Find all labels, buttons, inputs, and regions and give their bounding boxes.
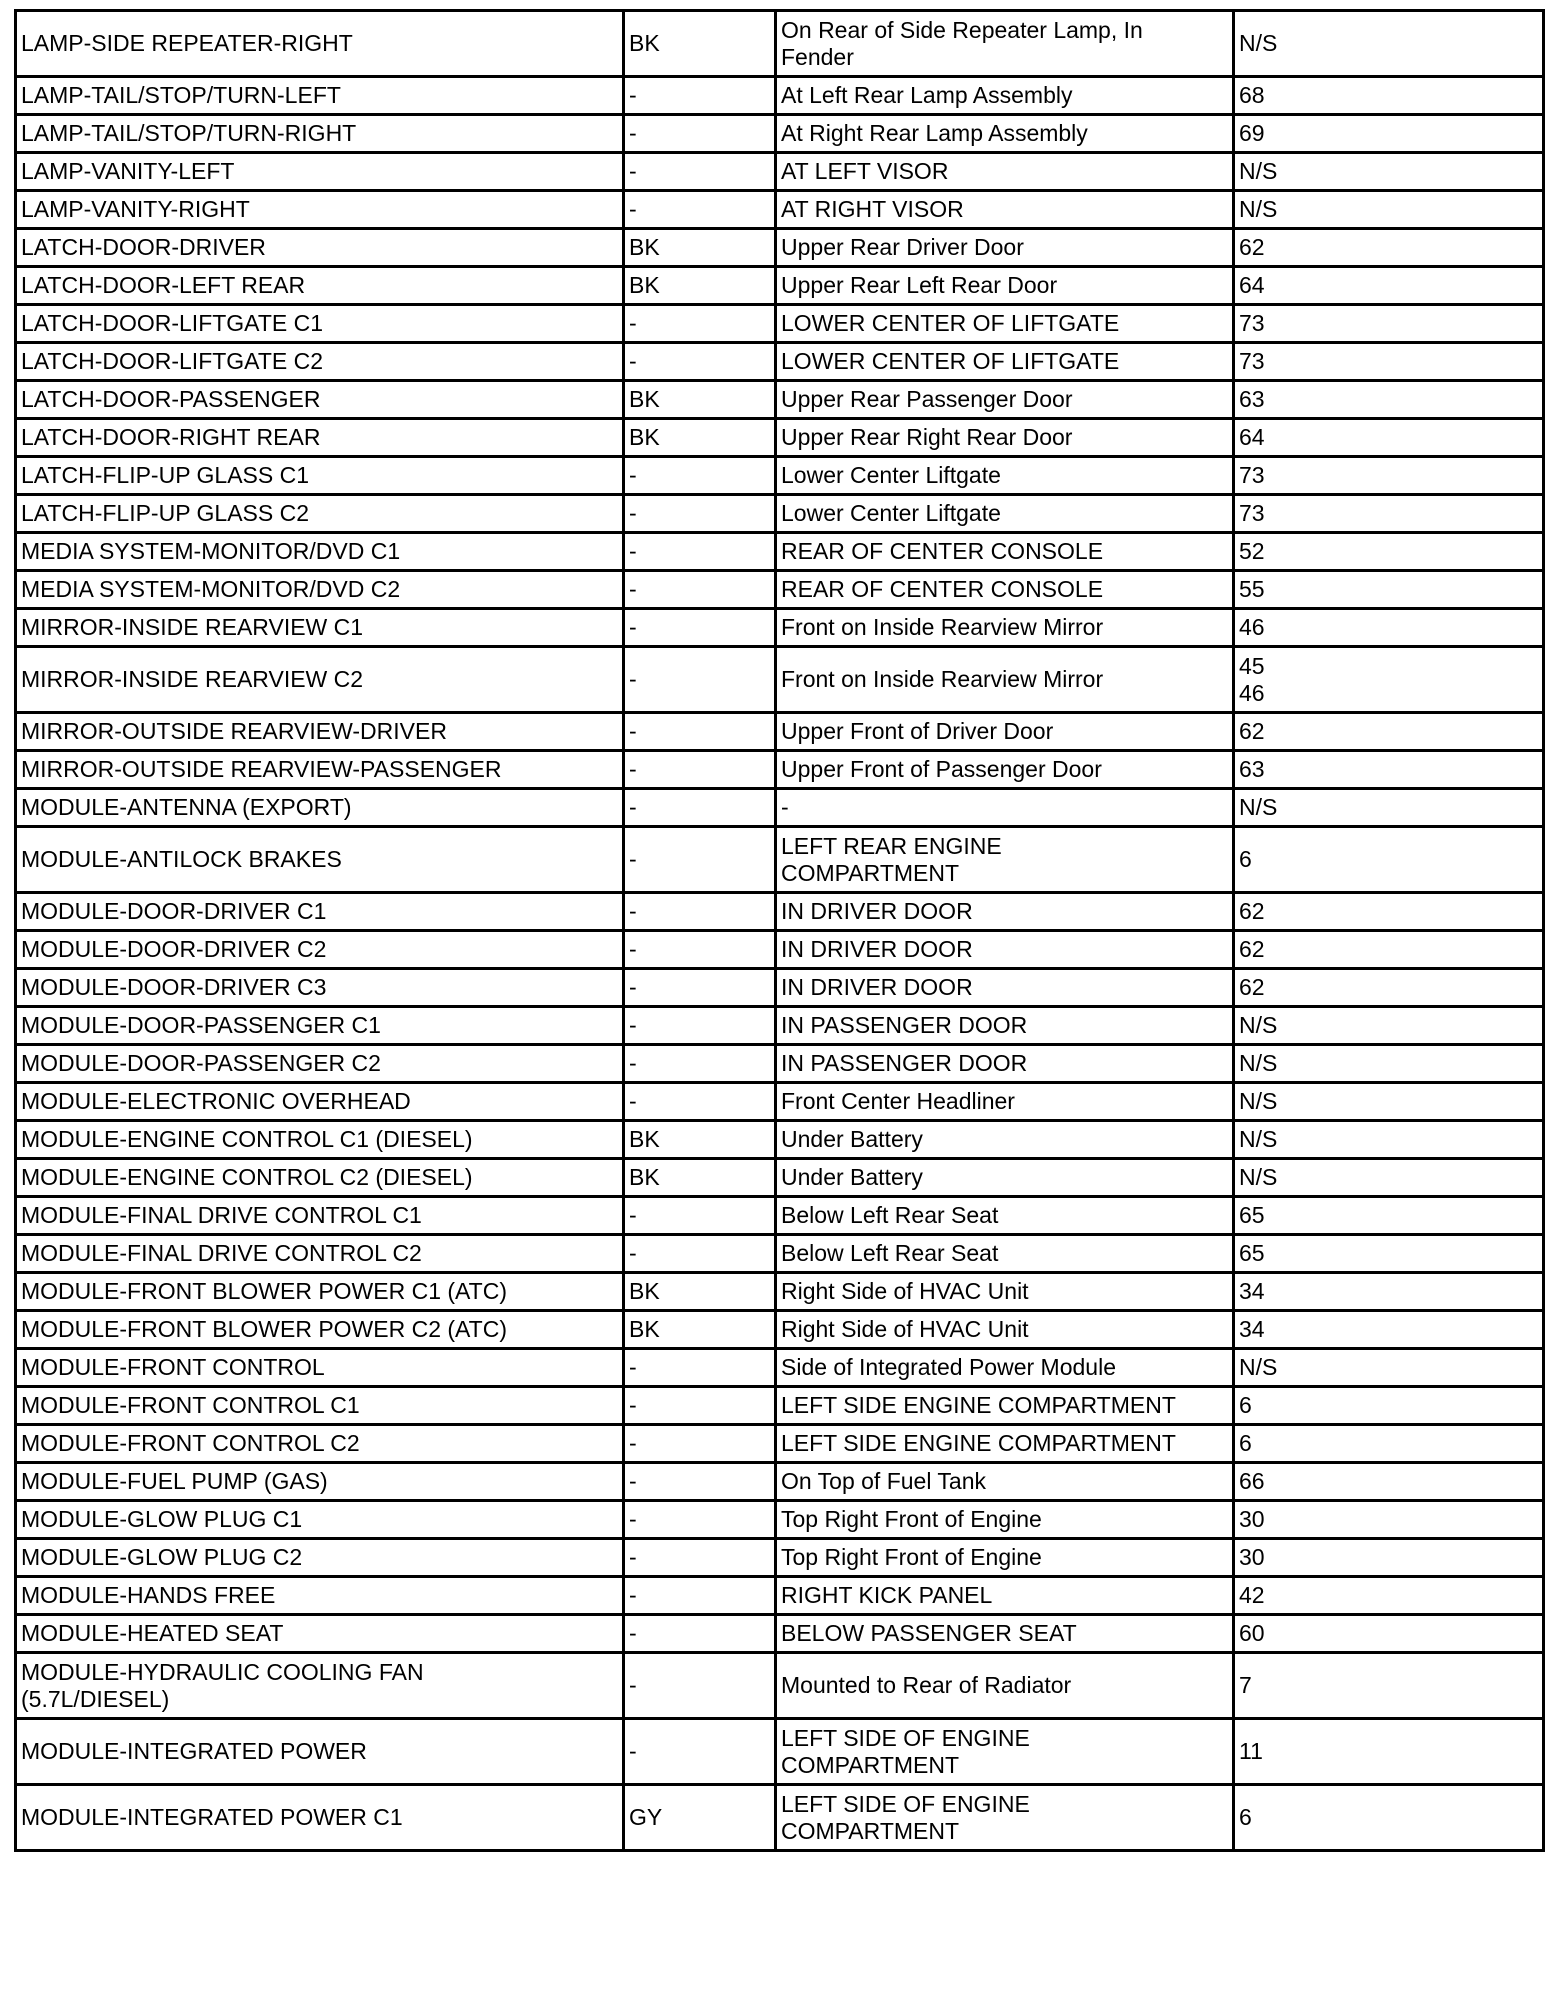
connector-color-cell: - [624,1719,776,1785]
connector-name-cell: LATCH-FLIP-UP GLASS C2 [16,495,624,533]
table-row [16,1501,1544,1539]
table-row [16,305,1544,343]
connector-location-cell: Upper Rear Left Rear Door [776,267,1234,305]
connector-color-cell: - [624,893,776,931]
connector-color-cell: - [624,751,776,789]
connector-color-cell: - [624,609,776,647]
figure-number-cell: 64 [1234,267,1544,305]
figure-number-cell: 6 [1234,1387,1544,1425]
connector-name-cell: MODULE-DOOR-PASSENGER C2 [16,1045,624,1083]
table-row [16,1577,1544,1615]
connector-location-cell: LEFT SIDE ENGINE COMPARTMENT [776,1387,1234,1425]
table-row [16,381,1544,419]
table-row [16,789,1544,827]
connector-name-cell: LATCH-FLIP-UP GLASS C1 [16,457,624,495]
table-row [16,343,1544,381]
connector-color-cell: - [624,1539,776,1577]
figure-number-cell: N/S [1234,1159,1544,1197]
table-row [16,713,1544,751]
connector-location-cell: On Rear of Side Repeater Lamp, In Fender [776,11,1234,77]
connector-location-cell: IN DRIVER DOOR [776,893,1234,931]
connector-color-cell: - [624,571,776,609]
connector-name-cell: MODULE-FINAL DRIVE CONTROL C1 [16,1197,624,1235]
table-body [16,11,1544,1851]
connector-location-cell: Side of Integrated Power Module [776,1349,1234,1387]
connector-name-cell: MODULE-ANTILOCK BRAKES [16,827,624,893]
connector-location-cell: IN DRIVER DOOR [776,969,1234,1007]
connector-color-cell: - [624,115,776,153]
connector-location-cell: AT LEFT VISOR [776,153,1234,191]
table-row [16,1463,1544,1501]
connector-name-cell: MODULE-DOOR-DRIVER C2 [16,931,624,969]
connector-name-cell: MODULE-HANDS FREE [16,1577,624,1615]
table-row [16,609,1544,647]
table-row [16,1653,1544,1719]
table-row [16,1121,1544,1159]
figure-number-cell: N/S [1234,1083,1544,1121]
connector-color-cell: - [624,1083,776,1121]
connector-location-cell: Below Left Rear Seat [776,1197,1234,1235]
table-row [16,229,1544,267]
connector-location-cell: Mounted to Rear of Radiator [776,1653,1234,1719]
table-row [16,11,1544,77]
table-row [16,1425,1544,1463]
connector-color-cell: - [624,1197,776,1235]
table-row [16,969,1544,1007]
connector-location-cell: Front Center Headliner [776,1083,1234,1121]
connector-color-cell: - [624,1653,776,1719]
connector-name-cell: LAMP-TAIL/STOP/TURN-LEFT [16,77,624,115]
figure-number-cell: 45 46 [1234,647,1544,713]
figure-number-cell: N/S [1234,191,1544,229]
connector-name-cell: MODULE-FUEL PUMP (GAS) [16,1463,624,1501]
figure-number-cell: N/S [1234,153,1544,191]
connector-color-cell: - [624,647,776,713]
figure-number-cell: 52 [1234,533,1544,571]
figure-number-cell: 73 [1234,495,1544,533]
connector-location-cell: Right Side of HVAC Unit [776,1311,1234,1349]
connector-color-cell: - [624,1425,776,1463]
figure-number-cell: N/S [1234,1045,1544,1083]
connector-location-cell: LEFT SIDE OF ENGINE COMPARTMENT [776,1785,1234,1851]
table-row [16,1387,1544,1425]
connector-name-cell: MODULE-HEATED SEAT [16,1615,624,1653]
table-row [16,1197,1544,1235]
connector-color-cell: - [624,305,776,343]
figure-number-cell: 65 [1234,1197,1544,1235]
table-row [16,931,1544,969]
table-row [16,647,1544,713]
table-row [16,827,1544,893]
connector-name-cell: MIRROR-INSIDE REARVIEW C1 [16,609,624,647]
figure-number-cell: N/S [1234,1007,1544,1045]
connector-color-cell: - [624,343,776,381]
connector-name-cell: MEDIA SYSTEM-MONITOR/DVD C1 [16,533,624,571]
connector-color-cell: - [624,153,776,191]
connector-location-cell: Upper Front of Passenger Door [776,751,1234,789]
connector-location-cell: At Left Rear Lamp Assembly [776,77,1234,115]
connector-name-cell: LATCH-DOOR-LIFTGATE C2 [16,343,624,381]
connector-location-cell: Upper Front of Driver Door [776,713,1234,751]
table-row [16,1785,1544,1851]
table-row [16,751,1544,789]
figure-number-cell: N/S [1234,1349,1544,1387]
table-row [16,191,1544,229]
figure-number-cell: 73 [1234,457,1544,495]
connector-color-cell: - [624,827,776,893]
connector-color-cell: - [624,1045,776,1083]
figure-number-cell: N/S [1234,11,1544,77]
figure-number-cell: 62 [1234,713,1544,751]
connector-name-cell: MODULE-HYDRAULIC COOLING FAN (5.7L/DIESEL) [16,1653,624,1719]
figure-number-cell: 63 [1234,751,1544,789]
figure-number-cell: 68 [1234,77,1544,115]
connector-location-cell: Upper Rear Passenger Door [776,381,1234,419]
connector-name-cell: MODULE-ANTENNA (EXPORT) [16,789,624,827]
connector-color-cell: - [624,1577,776,1615]
connector-color-cell: BK [624,1311,776,1349]
figure-number-cell: 63 [1234,381,1544,419]
connector-color-cell: BK [624,1121,776,1159]
connector-color-cell: - [624,969,776,1007]
table-row [16,1235,1544,1273]
connector-name-cell: LAMP-SIDE REPEATER-RIGHT [16,11,624,77]
figure-number-cell: 6 [1234,1785,1544,1851]
connector-location-cell: Top Right Front of Engine [776,1501,1234,1539]
connector-location-cell: LEFT REAR ENGINE COMPARTMENT [776,827,1234,893]
connector-name-cell: MODULE-FRONT CONTROL C1 [16,1387,624,1425]
table-row [16,1719,1544,1785]
figure-number-cell: 62 [1234,229,1544,267]
connector-name-cell: MODULE-DOOR-PASSENGER C1 [16,1007,624,1045]
connector-location-cell: Top Right Front of Engine [776,1539,1234,1577]
figure-number-cell: 60 [1234,1615,1544,1653]
figure-number-cell: 6 [1234,1425,1544,1463]
connector-name-cell: LATCH-DOOR-RIGHT REAR [16,419,624,457]
table-row [16,1083,1544,1121]
table-row [16,893,1544,931]
connector-name-cell: MODULE-FRONT BLOWER POWER C2 (ATC) [16,1311,624,1349]
figure-number-cell: 73 [1234,343,1544,381]
connector-name-cell: LATCH-DOOR-PASSENGER [16,381,624,419]
connector-color-cell: - [624,1007,776,1045]
table-row [16,419,1544,457]
table-row [16,495,1544,533]
figure-number-cell: 7 [1234,1653,1544,1719]
figure-number-cell: 34 [1234,1311,1544,1349]
figure-number-cell: 62 [1234,969,1544,1007]
figure-number-cell: 73 [1234,305,1544,343]
connector-color-cell: BK [624,267,776,305]
connector-color-cell: - [624,931,776,969]
connector-color-cell: - [624,1615,776,1653]
connector-name-cell: MODULE-FRONT CONTROL [16,1349,624,1387]
figure-number-cell: 34 [1234,1273,1544,1311]
connector-location-cell: Front on Inside Rearview Mirror [776,609,1234,647]
table-row [16,267,1544,305]
figure-number-cell: 11 [1234,1719,1544,1785]
table-row [16,1045,1544,1083]
connector-name-cell: LAMP-VANITY-LEFT [16,153,624,191]
figure-number-cell: 64 [1234,419,1544,457]
connector-color-cell: BK [624,1159,776,1197]
connector-color-cell: - [624,1463,776,1501]
figure-number-cell: N/S [1234,789,1544,827]
connector-location-cell: Front on Inside Rearview Mirror [776,647,1234,713]
connector-location-cell: Upper Rear Driver Door [776,229,1234,267]
connector-color-cell: BK [624,419,776,457]
connector-color-cell: - [624,1387,776,1425]
connector-location-cell: Below Left Rear Seat [776,1235,1234,1273]
document-page [14,9,1542,1852]
connector-name-cell: LATCH-DOOR-DRIVER [16,229,624,267]
figure-number-cell: 66 [1234,1463,1544,1501]
table-row [16,571,1544,609]
figure-number-cell: 55 [1234,571,1544,609]
connector-location-cell: REAR OF CENTER CONSOLE [776,533,1234,571]
connector-location-cell: On Top of Fuel Tank [776,1463,1234,1501]
connector-location-cell: Under Battery [776,1121,1234,1159]
table-row [16,1615,1544,1653]
connector-color-cell: - [624,789,776,827]
connector-name-cell: MODULE-FRONT CONTROL C2 [16,1425,624,1463]
figure-number-cell: 62 [1234,931,1544,969]
connector-location-cell: LEFT SIDE ENGINE COMPARTMENT [776,1425,1234,1463]
connector-location-cell: Right Side of HVAC Unit [776,1273,1234,1311]
connector-name-cell: MODULE-GLOW PLUG C2 [16,1539,624,1577]
connector-name-cell: MODULE-DOOR-DRIVER C1 [16,893,624,931]
connector-location-cell: Upper Rear Right Rear Door [776,419,1234,457]
connector-name-cell: LAMP-VANITY-RIGHT [16,191,624,229]
connector-location-cell: - [776,789,1234,827]
connector-location-cell: LOWER CENTER OF LIFTGATE [776,343,1234,381]
connector-name-cell: MODULE-DOOR-DRIVER C3 [16,969,624,1007]
connector-name-cell: MODULE-INTEGRATED POWER [16,1719,624,1785]
connector-name-cell: MODULE-ENGINE CONTROL C1 (DIESEL) [16,1121,624,1159]
connector-name-cell: MODULE-FINAL DRIVE CONTROL C2 [16,1235,624,1273]
connector-color-cell: GY [624,1785,776,1851]
figure-number-cell: 42 [1234,1577,1544,1615]
connector-color-cell: - [624,457,776,495]
connector-name-cell: MODULE-ELECTRONIC OVERHEAD [16,1083,624,1121]
figure-number-cell: 65 [1234,1235,1544,1273]
connector-color-cell: - [624,1501,776,1539]
connector-name-cell: LATCH-DOOR-LIFTGATE C1 [16,305,624,343]
connector-color-cell: - [624,1349,776,1387]
connector-name-cell: MODULE-FRONT BLOWER POWER C1 (ATC) [16,1273,624,1311]
connector-color-cell: BK [624,229,776,267]
connector-location-cell: LOWER CENTER OF LIFTGATE [776,305,1234,343]
table-row [16,1349,1544,1387]
figure-number-cell: 30 [1234,1539,1544,1577]
connector-location-cell: At Right Rear Lamp Assembly [776,115,1234,153]
connector-name-cell: MODULE-ENGINE CONTROL C2 (DIESEL) [16,1159,624,1197]
connector-location-cell: Lower Center Liftgate [776,495,1234,533]
table-row [16,1311,1544,1349]
figure-number-cell: 6 [1234,827,1544,893]
connector-name-cell: MODULE-INTEGRATED POWER C1 [16,1785,624,1851]
connector-location-cell: IN PASSENGER DOOR [776,1045,1234,1083]
connector-color-cell: - [624,191,776,229]
table-row [16,1539,1544,1577]
connector-name-cell: MIRROR-OUTSIDE REARVIEW-DRIVER [16,713,624,751]
figure-number-cell: 46 [1234,609,1544,647]
connector-location-cell: AT RIGHT VISOR [776,191,1234,229]
connector-color-cell: - [624,1235,776,1273]
connector-location-table [14,9,1545,1852]
connector-location-cell: BELOW PASSENGER SEAT [776,1615,1234,1653]
table-row [16,77,1544,115]
table-row [16,1159,1544,1197]
connector-name-cell: MEDIA SYSTEM-MONITOR/DVD C2 [16,571,624,609]
table-row [16,115,1544,153]
connector-name-cell: MODULE-GLOW PLUG C1 [16,1501,624,1539]
table-row [16,1273,1544,1311]
connector-color-cell: - [624,533,776,571]
connector-name-cell: LAMP-TAIL/STOP/TURN-RIGHT [16,115,624,153]
table-row [16,1007,1544,1045]
connector-color-cell: BK [624,381,776,419]
connector-location-cell: Under Battery [776,1159,1234,1197]
connector-location-cell: Lower Center Liftgate [776,457,1234,495]
connector-location-cell: LEFT SIDE OF ENGINE COMPARTMENT [776,1719,1234,1785]
connector-name-cell: MIRROR-INSIDE REARVIEW C2 [16,647,624,713]
figure-number-cell: 69 [1234,115,1544,153]
figure-number-cell: N/S [1234,1121,1544,1159]
connector-color-cell: BK [624,11,776,77]
connector-location-cell: RIGHT KICK PANEL [776,1577,1234,1615]
table-row [16,457,1544,495]
connector-color-cell: - [624,77,776,115]
connector-name-cell: LATCH-DOOR-LEFT REAR [16,267,624,305]
figure-number-cell: 62 [1234,893,1544,931]
connector-location-cell: IN DRIVER DOOR [776,931,1234,969]
connector-location-cell: IN PASSENGER DOOR [776,1007,1234,1045]
table-row [16,533,1544,571]
connector-color-cell: BK [624,1273,776,1311]
figure-number-cell: 30 [1234,1501,1544,1539]
connector-name-cell: MIRROR-OUTSIDE REARVIEW-PASSENGER [16,751,624,789]
connector-location-cell: REAR OF CENTER CONSOLE [776,571,1234,609]
connector-color-cell: - [624,495,776,533]
table-row [16,153,1544,191]
connector-color-cell: - [624,713,776,751]
